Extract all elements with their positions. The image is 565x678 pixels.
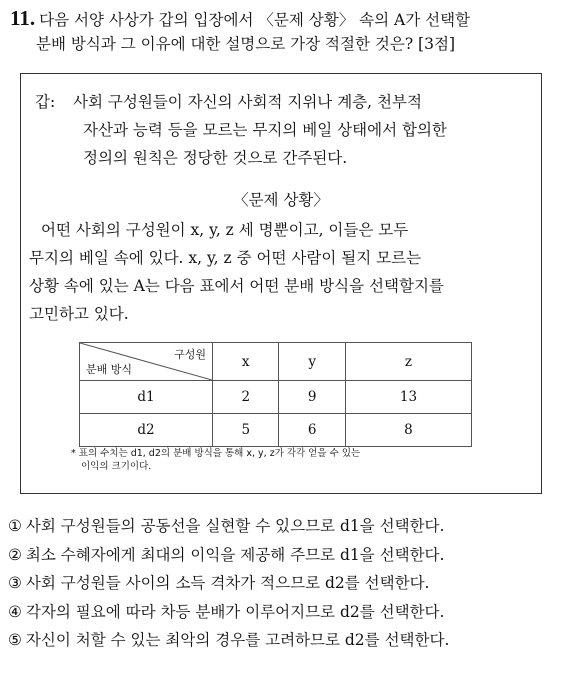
thinker-line: 자산과 능력 등을 모르는 무지의 베일 상태에서 합의한 [83,121,447,139]
corner-label-members: 구성원 [174,348,206,361]
choice-text: 최소 수혜자에게 최대의 이익을 제공해 주므로 d1을 선택한다. [25,545,445,564]
column-header: x [213,343,279,381]
question-line-1: 다음 서양 사상가 갑의 입장에서 〈문제 상황〉 속의 A가 선택할 [39,11,471,29]
problem-line: 무지의 베일 속에 있다. x, y, z 중 어떤 사람이 될지 모르는 [29,249,422,267]
choice-number: ③ [8,574,22,592]
table-cell: 5 [213,414,279,447]
choice-number: ⑤ [8,631,22,649]
choice-number: ④ [8,602,22,621]
corner-label-method: 분배 방식 [86,363,133,376]
footnote-line: 이익의 크기이다. [81,461,152,472]
problem-line: 고민하고 있다. [29,305,129,323]
table-cell: 2 [213,381,279,414]
table-cell: 13 [345,381,471,414]
answer-choice-1[interactable] [8,512,560,541]
table-row [80,414,472,447]
answer-choice-3[interactable] [8,569,560,598]
table-header-row [80,343,472,381]
question-line-2: 분배 방식과 그 이유에 대한 설명으로 가장 적절한 것은? [3점] [36,35,455,53]
question-number: 11. [10,6,36,30]
choice-text: 자신이 처할 수 있는 최악의 경우를 고려하므로 d2를 선택한다. [25,631,450,649]
thinker-gap-statement [35,88,533,172]
passage-box [20,73,542,494]
thinker-text [73,88,533,172]
row-label: d2 [80,414,213,447]
table-cell: 6 [279,414,345,447]
footnote-line: * 표의 수치는 d1, d2의 분배 방식을 통해 x, y, z가 각각 얻을 수 있는 [71,448,361,459]
question-stem [10,6,558,56]
problem-title: 〈문제 상황〉 [233,191,329,209]
choice-text: 사회 구성원들의 공동선을 실현할 수 있으므로 d1을 선택한다. [25,517,445,535]
table-cell: 9 [279,381,345,414]
table-row [80,381,472,414]
problem-text [29,216,534,328]
table-cell: 8 [345,414,471,447]
problem-line: 어떤 사회의 구성원이 x, y, z 세 명뿐이고, 이들은 모두 [41,221,409,239]
choice-number: ② [8,545,22,564]
choice-number: ① [8,517,22,535]
problem-line: 상황 속에 있는 A는 다음 표에서 어떤 분배 방식을 선택할지를 [29,277,444,295]
choice-text: 각자의 필요에 따라 차등 분배가 이루어지므로 d2를 선택한다. [25,602,445,621]
column-header: y [279,343,345,381]
table-footnote [71,447,491,473]
row-label: d1 [80,381,213,414]
answer-choices [8,512,560,655]
thinker-label: 갑: [35,93,56,111]
thinker-line: 사회 구성원들이 자신의 사회적 지위나 계층, 천부적 [73,93,422,111]
answer-choice-4[interactable] [8,598,560,627]
distribution-table [79,342,472,447]
choice-text: 사회 구성원들 사이의 소득 격차가 적으므로 d2를 선택한다. [25,574,430,592]
table-corner-cell [80,343,213,381]
answer-choice-2[interactable] [8,541,560,570]
column-header: z [345,343,471,381]
answer-choice-5[interactable] [8,626,560,655]
thinker-line: 정의의 원칙은 정당한 것으로 간주된다. [83,149,348,167]
